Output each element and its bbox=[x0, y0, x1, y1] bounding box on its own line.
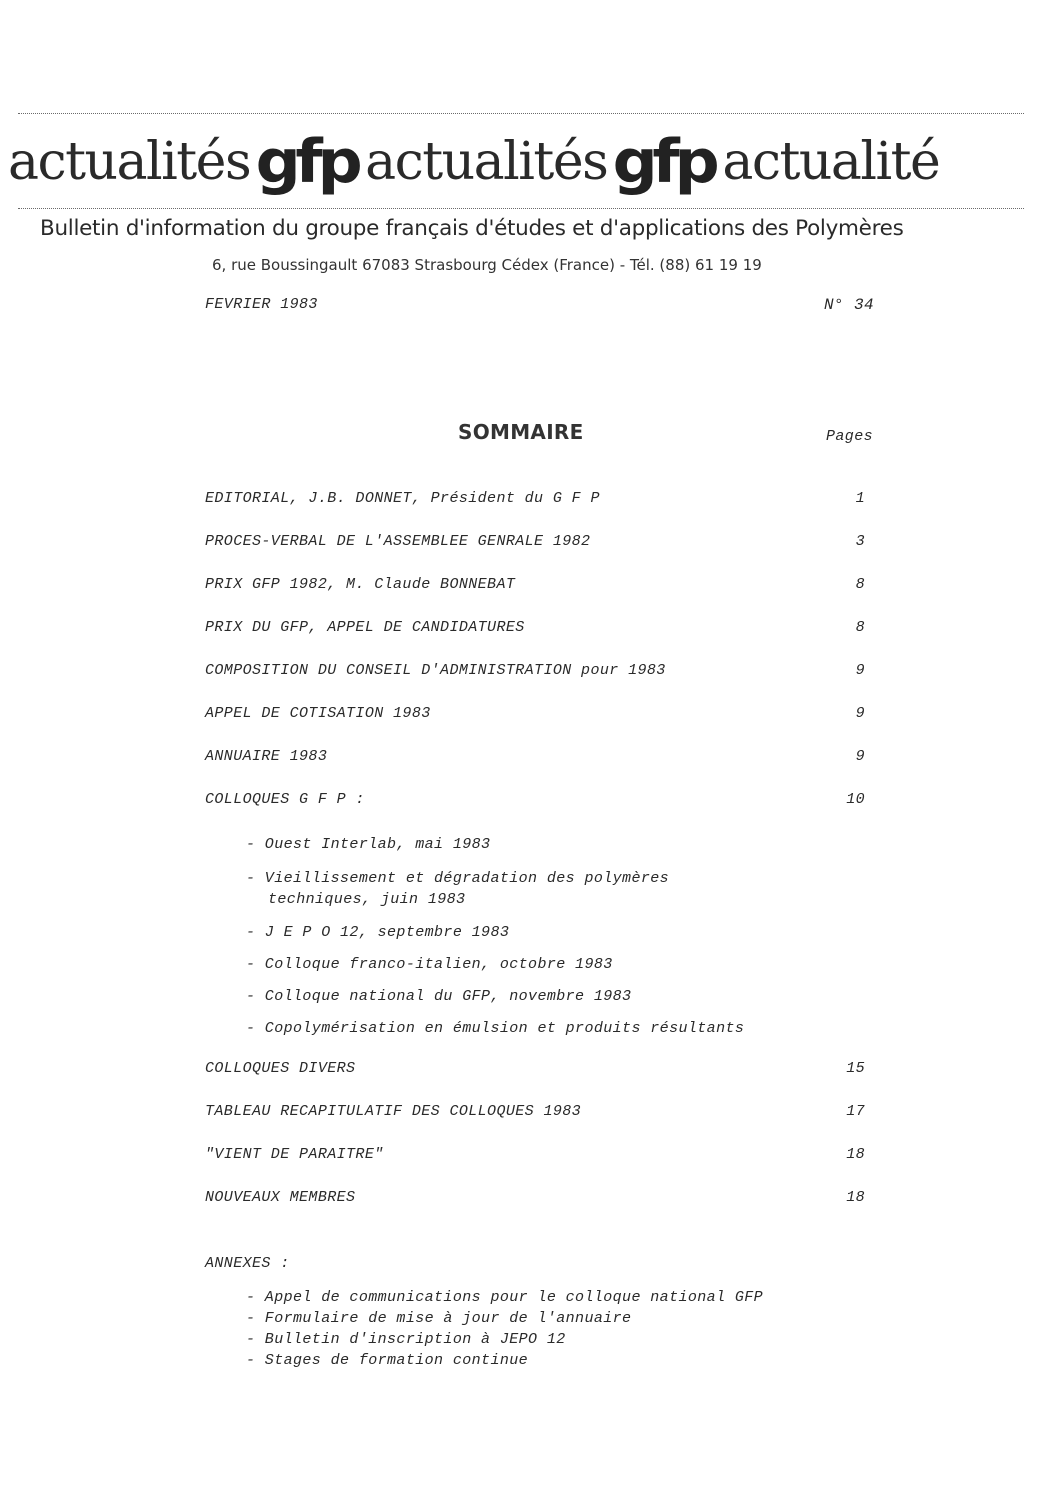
issue-number: N° 34 bbox=[824, 296, 875, 314]
toc-page: 9 bbox=[855, 748, 865, 765]
toc-page: 18 bbox=[846, 1189, 865, 1206]
annex-item: - Formulaire de mise à jour de l'annuaire bbox=[246, 1310, 632, 1327]
bulletin-subtitle: Bulletin d'information du groupe français d'études et d'applications des Polymères bbox=[40, 216, 904, 241]
toc-row bbox=[205, 533, 865, 555]
toc-title: PRIX GFP 1982, M. Claude BONNEBAT bbox=[205, 576, 516, 593]
toc-title: PRIX DU GFP, APPEL DE CANDIDATURES bbox=[205, 619, 525, 636]
toc-title: NOUVEAUX MEMBRES bbox=[205, 1189, 356, 1206]
toc-title: PROCES-VERBAL DE L'ASSEMBLEE GENRALE 1982 bbox=[205, 533, 591, 550]
toc-page: 18 bbox=[846, 1146, 865, 1163]
toc-row bbox=[205, 1103, 865, 1125]
masthead-word-3: actualité bbox=[722, 132, 940, 192]
pages-label: Pages bbox=[826, 428, 874, 445]
toc-title: COLLOQUES G F P : bbox=[205, 791, 365, 808]
masthead-word-2: actualités bbox=[365, 132, 608, 192]
toc-title: ANNUAIRE 1983 bbox=[205, 748, 328, 765]
toc-row bbox=[205, 1189, 865, 1211]
toc-row bbox=[205, 748, 865, 770]
toc-row bbox=[205, 705, 865, 727]
annex-item: - Appel de communications pour le colloque national GFP bbox=[246, 1289, 764, 1306]
toc-page: 9 bbox=[855, 705, 865, 722]
colloque-item: - Ouest Interlab, mai 1983 bbox=[246, 836, 491, 853]
toc-row bbox=[205, 490, 865, 512]
toc-page: 15 bbox=[846, 1060, 865, 1077]
toc-page: 17 bbox=[846, 1103, 865, 1120]
toc-page: 3 bbox=[855, 533, 865, 550]
toc-page: 1 bbox=[855, 490, 865, 507]
toc-row bbox=[205, 1146, 865, 1168]
annex-item: - Stages de formation continue bbox=[246, 1352, 529, 1369]
toc-row bbox=[205, 791, 865, 813]
address-line: 6, rue Boussingault 67083 Strasbourg Cédex (France) - Tél. (88) 61 19 19 bbox=[212, 256, 762, 274]
masthead-top-rule bbox=[18, 113, 1024, 114]
toc-title: COLLOQUES DIVERS bbox=[205, 1060, 356, 1077]
masthead bbox=[8, 118, 1038, 206]
masthead-bottom-rule bbox=[18, 208, 1024, 209]
issue-date: FEVRIER 1983 bbox=[205, 296, 318, 313]
toc-title: COMPOSITION DU CONSEIL D'ADMINISTRATION pour 1983 bbox=[205, 662, 666, 679]
toc-title: TABLEAU RECAPITULATIF DES COLLOQUES 1983 bbox=[205, 1103, 582, 1120]
colloque-item: - Colloque national du GFP, novembre 1983 bbox=[246, 988, 632, 1005]
gfp-logo-icon: gfp bbox=[612, 127, 715, 197]
summary-title: SOMMAIRE bbox=[458, 420, 584, 444]
toc-row bbox=[205, 662, 865, 684]
gfp-logo-icon: gfp bbox=[255, 127, 358, 197]
colloque-item: - J E P O 12, septembre 1983 bbox=[246, 924, 510, 941]
colloque-item: - Copolymérisation en émulsion et produits résultants bbox=[246, 1020, 745, 1037]
toc-page: 10 bbox=[846, 791, 865, 808]
toc-title: APPEL DE COTISATION 1983 bbox=[205, 705, 431, 722]
toc-page: 8 bbox=[855, 619, 865, 636]
toc-page: 8 bbox=[855, 576, 865, 593]
toc-row bbox=[205, 576, 865, 598]
colloque-item-continued: techniques, juin 1983 bbox=[268, 891, 466, 908]
toc-title: EDITORIAL, J.B. DONNET, Président du G F P bbox=[205, 490, 600, 507]
masthead-word-1: actualités bbox=[8, 132, 251, 192]
toc-title: "VIENT DE PARAITRE" bbox=[205, 1146, 384, 1163]
annex-item: - Bulletin d'inscription à JEPO 12 bbox=[246, 1331, 566, 1348]
colloque-item: - Colloque franco-italien, octobre 1983 bbox=[246, 956, 613, 973]
toc-page: 9 bbox=[855, 662, 865, 679]
annexes-label: ANNEXES : bbox=[205, 1255, 290, 1272]
toc-row bbox=[205, 619, 865, 641]
toc-row bbox=[205, 1060, 865, 1082]
colloque-item: - Vieillissement et dégradation des polymères bbox=[246, 870, 670, 887]
